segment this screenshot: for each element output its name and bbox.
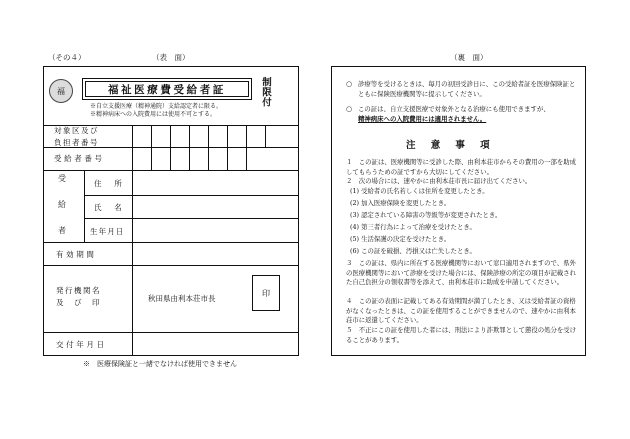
front-footer-note: ※ 医療保険証と一緒でなければ使用できません — [83, 360, 237, 368]
issuer-name: 秋田県由利本荘市長 — [148, 294, 216, 303]
back-note-2-emphasis: 精神病床への入院費用には適用されません。 — [358, 115, 487, 123]
digit-cell-divider — [189, 147, 190, 170]
issue-date-label: 交付年月日 — [56, 340, 107, 349]
digit-cell-divider — [208, 125, 209, 147]
note-line: ※精神病床への入院費用には使用不可とする。 — [90, 110, 217, 118]
official-stamp-box: 印 — [252, 275, 280, 311]
note-line: ※自立支援医療（精神通院）支給認定者に限る。 — [90, 103, 223, 110]
notice-item: (4) 第三者行為によって治療を受けたとき。 — [350, 223, 476, 231]
digit-cell-divider — [265, 125, 266, 147]
notice-item: ３ この証は、県内に所在する医療機関等において窓口適用されますので、県外の医療機関等において診療を受けた場合には、保険診療の所定の項目が記載された自己負担分の領収書等を添えて、由利本荘市に助成を申請してください。 — [346, 259, 577, 287]
row-divider — [84, 195, 298, 196]
notice-item: ２ 次の場合には、速やかに由利本荘市長に届け出てください。 — [346, 177, 532, 185]
notice-item: (5) 生活保護の決定を受けたとき。 — [350, 235, 451, 243]
valid-period-label: 有効期間 — [56, 250, 97, 259]
row-divider — [44, 265, 298, 266]
row-divider — [44, 332, 298, 333]
circle-bullet-icon: ○ — [346, 80, 353, 88]
back-note-2 — [358, 104, 578, 124]
holder-section-char: 給 — [58, 200, 66, 209]
notice-item: １ この証は、医療機関等に受診した際、由利本荘市からその費用の一部を助成してもらうための証ですから大切にしてください。 — [346, 158, 577, 176]
title-box — [82, 78, 252, 100]
front-side-label: （表 面） — [152, 53, 190, 62]
digit-cell-divider — [246, 125, 247, 147]
back-side-label: （裏 面） — [450, 53, 488, 62]
notice-item: (2) 加入医療保険を変更したとき。 — [350, 199, 451, 207]
digit-cell-divider — [170, 125, 171, 147]
form-number: （その４） — [48, 53, 86, 62]
row-divider — [44, 170, 298, 171]
notice-item: (1) 受給者の氏名若しくは住所を変更したとき。 — [350, 187, 489, 195]
address-label: 住 所 — [94, 179, 125, 188]
column-divider — [132, 242, 133, 332]
issuer-label: 発行機関名 及 び 印 — [56, 286, 101, 307]
notice-item: (6) この証を破損、汚損又は亡失したとき。 — [350, 247, 476, 255]
holder-section-char: 受 — [58, 174, 66, 183]
notice-item: ５ 不正にこの証を使用した者には、刑法により詐欺罪として懲役の処分を受けることがあります。 — [346, 326, 577, 344]
eligibility-notes — [90, 103, 260, 119]
digit-cell-divider — [151, 147, 152, 170]
back-card — [331, 66, 586, 356]
digit-cell-divider — [227, 125, 228, 147]
holder-number-label: 受給者番号 — [54, 154, 105, 163]
back-note-1: 診療等を受けるときは、毎月の初回受診日に、この受給者証を医療保険証とともに保険医療機関等に提示してください。 — [358, 80, 576, 98]
digit-cell-divider — [208, 147, 209, 170]
back-note-2-text: この証は、自立支援医療で対象外となる治療にも使用できますが、 — [358, 105, 550, 113]
row-divider — [44, 242, 298, 243]
column-divider — [132, 332, 133, 355]
notice-item: (3) 認定されている障害の等級等が変更されたとき。 — [350, 211, 502, 219]
notice-title: 注意事項 — [406, 140, 505, 151]
row-divider — [84, 218, 298, 219]
digit-cell-divider — [246, 147, 247, 170]
certificate-title: 福祉医療費受給者証 — [85, 81, 249, 97]
name-label: 氏 名 — [94, 203, 125, 212]
digit-cell-divider — [170, 147, 171, 170]
birth-date-label: 生年月日 — [90, 227, 125, 236]
digit-cell-divider — [151, 125, 152, 147]
column-divider — [132, 170, 133, 242]
recipient-number-label: 対象区及び 負担者番号 — [54, 126, 99, 147]
column-divider — [84, 170, 85, 242]
digit-cell-divider — [227, 147, 228, 170]
holder-section-char: 者 — [58, 226, 66, 235]
welfare-seal-icon: 福 — [49, 79, 73, 103]
limit-note: 制限付 — [260, 77, 271, 107]
notice-item: ４ この証の表面に記載してある有効期間が満了したとき、又は受給者証の資格がなくなったときは、この証を使用することができませんので、速やかに由利本荘市に返還してください。 — [346, 297, 576, 325]
front-card — [43, 66, 299, 356]
circle-bullet-icon: ○ — [346, 105, 353, 113]
column-divider — [132, 125, 133, 170]
digit-cell-divider — [189, 125, 190, 147]
